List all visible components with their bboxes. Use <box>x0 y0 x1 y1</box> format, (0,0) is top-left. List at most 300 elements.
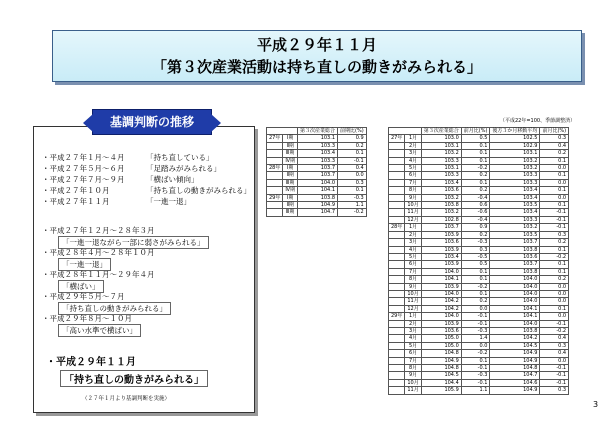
table-cell: 103.7 <box>490 239 540 246</box>
table-row <box>389 313 569 320</box>
table-cell: 0.9 <box>338 135 367 142</box>
table-row <box>389 342 569 349</box>
table-cell: 10月 <box>405 290 421 297</box>
table-cell <box>389 298 405 305</box>
table-cell: 103.1 <box>421 165 461 172</box>
table-cell: 102.8 <box>421 216 461 223</box>
table-cell: 0.0 <box>540 357 569 364</box>
table-cell: 0.1 <box>540 268 569 275</box>
table-cell <box>389 372 405 379</box>
table-cell: 0.1 <box>540 187 569 194</box>
table-cell: 103.6 <box>421 239 461 246</box>
table-cell: 4月 <box>405 335 421 342</box>
table-cell: 0.1 <box>540 305 569 312</box>
table-cell: Ⅳ期 <box>283 157 298 164</box>
table-cell <box>267 157 283 164</box>
judgment-panel <box>33 126 255 413</box>
table-cell <box>267 142 283 149</box>
table-row <box>389 298 569 305</box>
table-cell: 0.1 <box>540 261 569 268</box>
judgment-period: ・平成２７年７月～９月 <box>42 175 125 184</box>
table-cell: 103.6 <box>421 187 461 194</box>
table-cell: 0.5 <box>461 135 490 142</box>
table-cell: 0.0 <box>540 283 569 290</box>
table-cell: 0.1 <box>461 268 490 275</box>
table-row <box>389 157 569 164</box>
table-cell: 104.2 <box>421 305 461 312</box>
table-row <box>389 194 569 201</box>
table-row <box>267 150 367 157</box>
quarterly-header-change: 前期比(%) <box>338 128 367 135</box>
judgment-period: ・平成２８年１１月～２９年４月 <box>42 270 155 279</box>
table-cell: 104.8 <box>421 365 461 372</box>
table-cell: -0.2 <box>540 253 569 260</box>
table-cell <box>267 202 283 209</box>
table-row <box>389 253 569 260</box>
table-cell: 3月 <box>405 327 421 334</box>
table-cell: 103.8 <box>421 202 461 209</box>
table-cell <box>389 253 405 260</box>
quarterly-header-index: 第３次産業総合 <box>298 128 338 135</box>
table-cell: 10月 <box>405 379 421 386</box>
table-cell: 103.8 <box>298 194 338 201</box>
table-cell: 0.1 <box>461 157 490 164</box>
judgment-period: ・平成２８年４月～２８年１０月 <box>42 248 155 257</box>
table-cell: 104.4 <box>421 379 461 386</box>
judgment-text: 「一進一退」 <box>58 258 111 271</box>
table-cell: -0.2 <box>540 327 569 334</box>
table-cell <box>389 283 405 290</box>
judgment-period: ・平成２９年５月～７月 <box>42 292 125 301</box>
table-cell: 104.0 <box>421 290 461 297</box>
table-cell: -0.3 <box>461 372 490 379</box>
table-row <box>389 202 569 209</box>
table-cell: -0.1 <box>540 379 569 386</box>
table-cell <box>389 246 405 253</box>
table-cell: 104.0 <box>490 283 540 290</box>
table-cell: 104.8 <box>421 350 461 357</box>
table-row <box>389 150 569 157</box>
table-cell: 11月 <box>405 209 421 216</box>
table-cell: 0.1 <box>540 172 569 179</box>
table-cell: 104.0 <box>490 290 540 297</box>
table-cell: 103.3 <box>421 157 461 164</box>
judgment-text: 「持ち直している」 <box>146 153 214 162</box>
table-cell <box>389 320 405 327</box>
table-cell: Ⅱ期 <box>283 142 298 149</box>
table-cell: 103.3 <box>298 157 338 164</box>
judgment-text: 「足踏みがみられる」 <box>146 164 221 173</box>
table-cell: 102.9 <box>490 142 540 149</box>
table-cell: 0.0 <box>540 179 569 186</box>
table-cell: 0.4 <box>540 350 569 357</box>
table-cell: 104.9 <box>490 387 540 394</box>
judgment-text: 「横ばい傾向」 <box>146 175 199 184</box>
table-cell: 103.2 <box>421 194 461 201</box>
title-line2: 「第３次産業活動は持ち直しの動きがみられる」 <box>151 58 482 76</box>
table-cell: 0.6 <box>461 202 490 209</box>
table-cell: Ⅰ期 <box>283 194 298 201</box>
table-cell <box>389 365 405 372</box>
table-cell: 10月 <box>405 202 421 209</box>
table-row <box>389 231 569 238</box>
table-cell: 8月 <box>405 365 421 372</box>
table-cell: 103.2 <box>490 165 540 172</box>
monthly-header-change: 前月比(%) <box>461 128 490 135</box>
table-row <box>267 172 367 179</box>
table-cell: 0.0 <box>338 172 367 179</box>
table-cell: 0.4 <box>338 165 367 172</box>
table-cell: 104.0 <box>421 268 461 275</box>
table-cell: 5月 <box>405 253 421 260</box>
table-cell <box>389 172 405 179</box>
table-cell: 103.9 <box>421 320 461 327</box>
table-row <box>267 209 367 216</box>
table-row <box>389 276 569 283</box>
judgment-period: ・平成２７年５月～６月 <box>42 164 125 173</box>
table-cell: 103.0 <box>421 135 461 142</box>
table-row <box>389 357 569 364</box>
table-cell: -0.3 <box>338 194 367 201</box>
table-cell: Ⅳ期 <box>283 187 298 194</box>
table-cell: 4月 <box>405 246 421 253</box>
table-cell: -0.6 <box>461 209 490 216</box>
table-cell: Ⅲ期 <box>283 179 298 186</box>
table-cell: 4月 <box>405 157 421 164</box>
table-cell: Ⅰ期 <box>283 135 298 142</box>
table-cell: 0.1 <box>338 150 367 157</box>
judgment-period: ・平成２７年１１月 <box>42 197 110 206</box>
table-cell <box>389 379 405 386</box>
table-cell <box>267 150 283 157</box>
table-cell: -0.5 <box>461 253 490 260</box>
table-row <box>267 179 367 186</box>
table-cell: 103.9 <box>421 261 461 268</box>
table-cell: 27年 <box>389 135 405 142</box>
table-cell: 103.9 <box>421 231 461 238</box>
table-cell: 2月 <box>405 320 421 327</box>
table-cell <box>389 202 405 209</box>
current-period: ・平成２９年１１月 <box>46 357 136 368</box>
table-cell: 104.1 <box>298 187 338 194</box>
table-cell: 104.9 <box>490 357 540 364</box>
table-cell: 103.4 <box>421 253 461 260</box>
table-cell: 12月 <box>405 216 421 223</box>
table-cell: 104.0 <box>490 276 540 283</box>
table-cell: 103.5 <box>490 202 540 209</box>
table-cell: 8月 <box>405 276 421 283</box>
table-cell: 0.1 <box>540 202 569 209</box>
table-row <box>389 261 569 268</box>
table-cell <box>389 327 405 334</box>
table-cell: 0.1 <box>461 357 490 364</box>
table-cell: 103.2 <box>490 157 540 164</box>
judgment-text: 「持ち直しの動きがみられる」 <box>146 186 251 195</box>
table-cell: 11月 <box>405 387 421 394</box>
table-cell: 104.1 <box>490 305 540 312</box>
table-cell: 104.1 <box>490 313 540 320</box>
table-cell: 103.9 <box>421 283 461 290</box>
table-cell: 0.4 <box>540 335 569 342</box>
table-cell: 103.1 <box>421 142 461 149</box>
table-cell <box>389 350 405 357</box>
table-cell: 0.3 <box>461 246 490 253</box>
table-cell: -0.1 <box>461 320 490 327</box>
table-cell: -0.4 <box>461 216 490 223</box>
table-cell: 0.2 <box>461 172 490 179</box>
table-cell <box>389 305 405 312</box>
table-cell: 0.0 <box>540 298 569 305</box>
table-cell <box>389 165 405 172</box>
monthly-table <box>388 127 569 395</box>
table-cell: 103.1 <box>490 150 540 157</box>
table-cell <box>389 335 405 342</box>
table-cell <box>389 357 405 364</box>
table-cell: 0.2 <box>338 142 367 149</box>
table-cell <box>389 150 405 157</box>
table-cell: 0.1 <box>540 246 569 253</box>
table-cell: 29年 <box>389 313 405 320</box>
table-cell <box>389 216 405 223</box>
table-cell: Ⅲ期 <box>283 150 298 157</box>
table-cell: 29年 <box>267 194 283 201</box>
table-cell: 0.1 <box>461 290 490 297</box>
judgment-text: 「高い水準で横ばい」 <box>58 324 141 337</box>
table-cell <box>267 187 283 194</box>
table-cell: 0.2 <box>540 276 569 283</box>
table-row <box>389 320 569 327</box>
table-row <box>389 216 569 223</box>
table-cell: 9月 <box>405 372 421 379</box>
table-cell: 103.2 <box>421 209 461 216</box>
table-cell: 0.0 <box>461 342 490 349</box>
unit-note: （平成22年=100、季節調整済） <box>500 118 576 124</box>
table-cell: -0.1 <box>461 365 490 372</box>
table-cell <box>389 209 405 216</box>
judgment-period: ・平成２７年１２月～２８年３月 <box>42 226 155 235</box>
table-cell: 103.1 <box>298 135 338 142</box>
table-cell: 0.3 <box>540 342 569 349</box>
table-cell: 6月 <box>405 350 421 357</box>
table-cell: 103.4 <box>490 209 540 216</box>
table-row <box>389 387 569 394</box>
table-cell: 104.2 <box>421 298 461 305</box>
table-cell: 103.5 <box>490 231 540 238</box>
table-cell: 104.2 <box>490 335 540 342</box>
monthly-header-index: 第３次産業総合 <box>421 128 461 135</box>
table-cell: -0.2 <box>461 165 490 172</box>
quarterly-table <box>266 127 367 217</box>
table-cell: -0.1 <box>540 320 569 327</box>
table-cell: 0.0 <box>540 165 569 172</box>
table-row <box>267 157 367 164</box>
table-cell <box>389 276 405 283</box>
table-cell: 103.4 <box>298 150 338 157</box>
table-cell: 28年 <box>389 224 405 231</box>
footnote: （２７年１月より基調判断を実施） <box>82 396 171 402</box>
table-cell: 9月 <box>405 283 421 290</box>
table-cell: 103.7 <box>298 165 338 172</box>
table-cell <box>389 268 405 275</box>
table-cell: 0.4 <box>540 142 569 149</box>
table-cell: 7月 <box>405 357 421 364</box>
table-cell: 104.9 <box>421 357 461 364</box>
table-row <box>389 165 569 172</box>
table-cell <box>389 142 405 149</box>
table-cell: 0.1 <box>461 276 490 283</box>
table-cell: 2月 <box>405 231 421 238</box>
table-cell: 0.2 <box>461 187 490 194</box>
table-row <box>389 268 569 275</box>
table-cell: Ⅱ期 <box>283 172 298 179</box>
table-cell: 103.3 <box>490 172 540 179</box>
table-cell <box>389 261 405 268</box>
table-cell: 1月 <box>405 224 421 231</box>
table-row <box>389 142 569 149</box>
table-cell: -0.4 <box>461 194 490 201</box>
table-cell: -0.1 <box>540 365 569 372</box>
table-cell: 0.0 <box>540 290 569 297</box>
table-cell: 0.5 <box>461 261 490 268</box>
table-cell: -0.1 <box>540 216 569 223</box>
table-cell: 1.4 <box>461 335 490 342</box>
table-cell <box>389 187 405 194</box>
table-cell: 9月 <box>405 194 421 201</box>
table-cell: 103.9 <box>421 246 461 253</box>
table-cell: 0.1 <box>461 150 490 157</box>
table-cell: 103.4 <box>421 179 461 186</box>
table-cell: 104.6 <box>490 379 540 386</box>
table-cell: 104.7 <box>298 209 338 216</box>
table-row <box>389 187 569 194</box>
table-cell: -0.2 <box>338 209 367 216</box>
table-row <box>389 350 569 357</box>
table-cell: 0.1 <box>338 187 367 194</box>
table-cell: 5月 <box>405 165 421 172</box>
table-row <box>389 224 569 231</box>
table-row <box>389 209 569 216</box>
table-cell: 104.0 <box>490 320 540 327</box>
table-cell: 5月 <box>405 342 421 349</box>
table-row <box>389 365 569 372</box>
judgment-period: ・平成２７年１月～４月 <box>42 153 125 162</box>
table-cell: 104.8 <box>490 365 540 372</box>
table-cell <box>389 231 405 238</box>
table-cell: 1月 <box>405 313 421 320</box>
table-cell <box>389 387 405 394</box>
table-cell: Ⅰ期 <box>283 165 298 172</box>
table-cell: 2月 <box>405 142 421 149</box>
table-cell: 105.0 <box>421 342 461 349</box>
table-cell: 0.2 <box>461 298 490 305</box>
table-cell: 1月 <box>405 135 421 142</box>
table-cell: 102.5 <box>490 135 540 142</box>
table-row <box>389 305 569 312</box>
table-cell: 28年 <box>267 165 283 172</box>
table-cell: 0.2 <box>540 239 569 246</box>
table-cell: 3月 <box>405 150 421 157</box>
table-cell: 1.1 <box>461 387 490 394</box>
table-row <box>389 135 569 142</box>
table-cell <box>389 179 405 186</box>
table-cell: 0.1 <box>461 179 490 186</box>
table-cell <box>267 209 283 216</box>
monthly-header-moving-avg: 後方３か月移動平均 <box>490 128 540 135</box>
table-row <box>267 165 367 172</box>
table-cell: 104.1 <box>421 276 461 283</box>
table-row <box>389 379 569 386</box>
table-row <box>267 194 367 201</box>
table-row <box>389 335 569 342</box>
table-cell: 103.8 <box>490 327 540 334</box>
table-cell: 104.0 <box>298 179 338 186</box>
table-cell: -0.3 <box>461 239 490 246</box>
table-cell: 103.8 <box>490 246 540 253</box>
table-cell: 103.7 <box>490 261 540 268</box>
table-row <box>389 246 569 253</box>
page-number: 3 <box>593 400 599 409</box>
judgment-text: 「一進一退」 <box>146 197 191 206</box>
table-cell: 6月 <box>405 172 421 179</box>
table-cell: 0.3 <box>540 387 569 394</box>
table-cell: 104.0 <box>490 298 540 305</box>
table-cell: Ⅱ期 <box>283 202 298 209</box>
table-cell: -0.1 <box>461 379 490 386</box>
table-cell: -0.2 <box>461 283 490 290</box>
judgment-period: ・平成２７年１０月 <box>42 186 110 195</box>
table-cell: 104.9 <box>298 202 338 209</box>
table-cell: 104.7 <box>490 372 540 379</box>
table-cell: 0.1 <box>540 157 569 164</box>
table-cell: 104.5 <box>421 372 461 379</box>
judgment-text: 「持ち直しの動きがみられる」 <box>58 302 171 315</box>
table-row <box>389 239 569 246</box>
table-cell: -0.3 <box>461 327 490 334</box>
table-cell <box>267 179 283 186</box>
table-cell: 0.2 <box>461 231 490 238</box>
table-row <box>389 290 569 297</box>
judgment-period: ・平成２９年８月～１０月 <box>42 314 132 323</box>
table-cell: Ⅲ期 <box>283 209 298 216</box>
table-cell: 103.2 <box>490 224 540 231</box>
table-cell: 0.0 <box>461 305 490 312</box>
title-line1: 平成２９年１１月 <box>256 36 377 54</box>
table-cell: 0.3 <box>540 135 569 142</box>
table-cell <box>267 172 283 179</box>
table-cell: 103.6 <box>490 253 540 260</box>
table-cell: 103.3 <box>298 142 338 149</box>
table-row <box>389 372 569 379</box>
table-row <box>389 327 569 334</box>
table-row <box>389 283 569 290</box>
table-cell <box>389 342 405 349</box>
table-cell: 103.4 <box>490 194 540 201</box>
table-row <box>267 142 367 149</box>
table-cell: 0.2 <box>540 150 569 157</box>
table-row <box>389 179 569 186</box>
monthly-header-ma-change: 前月比(%) <box>540 128 569 135</box>
table-cell: -0.1 <box>540 209 569 216</box>
table-row <box>389 172 569 179</box>
table-cell <box>389 239 405 246</box>
table-cell: 105.0 <box>421 335 461 342</box>
table-cell: 104.9 <box>490 350 540 357</box>
table-cell: 103.3 <box>421 172 461 179</box>
table-row <box>267 187 367 194</box>
table-cell: 7月 <box>405 268 421 275</box>
table-cell: 0.1 <box>461 142 490 149</box>
table-cell: 0.9 <box>461 224 490 231</box>
